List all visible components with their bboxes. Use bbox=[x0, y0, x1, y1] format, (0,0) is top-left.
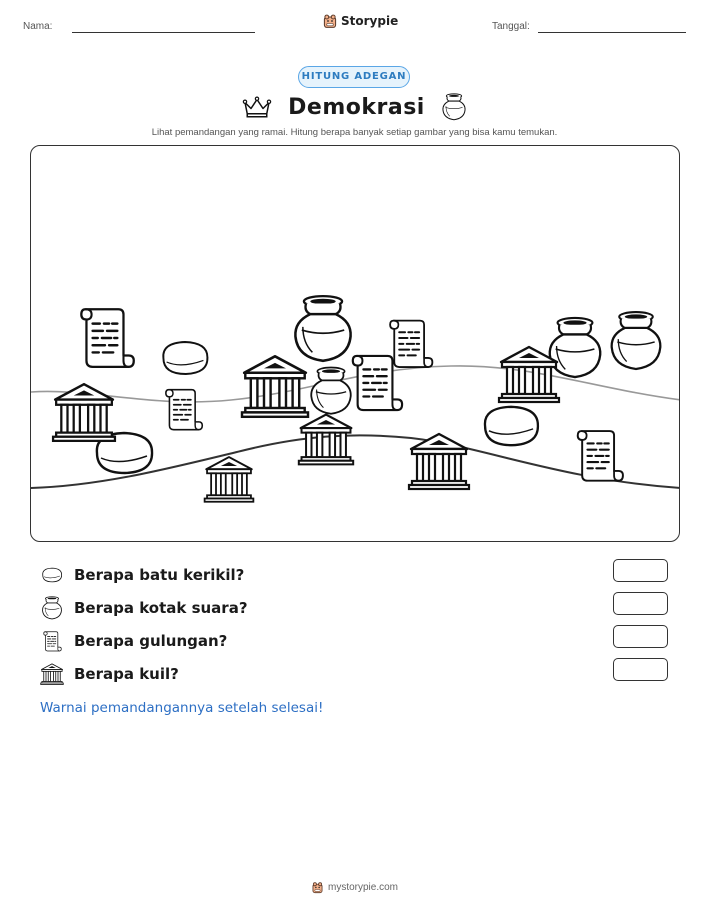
scroll-icon bbox=[81, 309, 133, 367]
coloring-note: Warnai pemandangannya setelah selesai! bbox=[40, 700, 324, 716]
storypie-logo-icon bbox=[311, 881, 324, 894]
scroll-icon bbox=[578, 431, 623, 481]
temple-icon bbox=[409, 434, 469, 489]
name-field-line[interactable] bbox=[72, 32, 255, 33]
crown-icon bbox=[242, 95, 272, 119]
site-url[interactable]: mystorypie.com bbox=[327, 882, 398, 893]
scroll-icon bbox=[166, 390, 202, 430]
temple-icon bbox=[53, 384, 115, 441]
question-row-pebbles bbox=[40, 563, 670, 587]
question-text: Berapa batu kerikil? bbox=[74, 566, 245, 584]
question-row-scrolls bbox=[40, 629, 670, 653]
temple-icon bbox=[299, 415, 353, 465]
temple-icon bbox=[40, 662, 64, 686]
date-field-line[interactable] bbox=[538, 32, 686, 33]
question-text: Berapa kotak suara? bbox=[74, 599, 248, 617]
ballot-pot-icon bbox=[612, 312, 661, 369]
scroll-icon bbox=[390, 321, 432, 367]
date-label: Tanggal: bbox=[492, 21, 530, 32]
brand-logo bbox=[322, 13, 398, 29]
scroll-icon bbox=[40, 629, 64, 653]
storypie-logo-icon bbox=[322, 13, 338, 29]
answer-box-pebbles[interactable] bbox=[613, 559, 668, 582]
counting-scene bbox=[30, 145, 680, 542]
name-label: Nama: bbox=[23, 21, 53, 32]
temple-icon bbox=[205, 457, 254, 502]
pebble-icon bbox=[485, 407, 538, 445]
scene-illustration bbox=[31, 146, 680, 542]
temple-icon bbox=[242, 356, 308, 417]
pebble-icon bbox=[163, 342, 207, 374]
question-text: Berapa kuil? bbox=[74, 665, 179, 683]
activity-badge: HITUNG ADEGAN bbox=[298, 66, 410, 88]
question-row-ballot-pots bbox=[40, 596, 670, 620]
instructions: Lihat pemandangan yang ramai. Hitung berapa banyak setiap gambar yang bisa kamu temukan. bbox=[151, 127, 558, 138]
ballot-pot-icon bbox=[295, 296, 350, 361]
question-row-temples bbox=[40, 662, 670, 686]
pebble-icon bbox=[40, 563, 64, 587]
site-footer bbox=[0, 881, 709, 894]
answer-box-scrolls[interactable] bbox=[613, 625, 668, 648]
page-title: Demokrasi bbox=[288, 94, 425, 120]
answer-box-temples[interactable] bbox=[613, 658, 668, 681]
ballot-pot-icon bbox=[311, 368, 350, 414]
ballot-pot-icon bbox=[40, 596, 64, 620]
ballot-pot-icon bbox=[441, 93, 467, 121]
ballot-pot-icon bbox=[550, 318, 601, 377]
question-text: Berapa gulungan? bbox=[74, 632, 228, 650]
answer-box-ballot-pots[interactable] bbox=[613, 592, 668, 615]
title-row bbox=[0, 92, 709, 122]
brand-name: Storypie bbox=[341, 14, 399, 28]
